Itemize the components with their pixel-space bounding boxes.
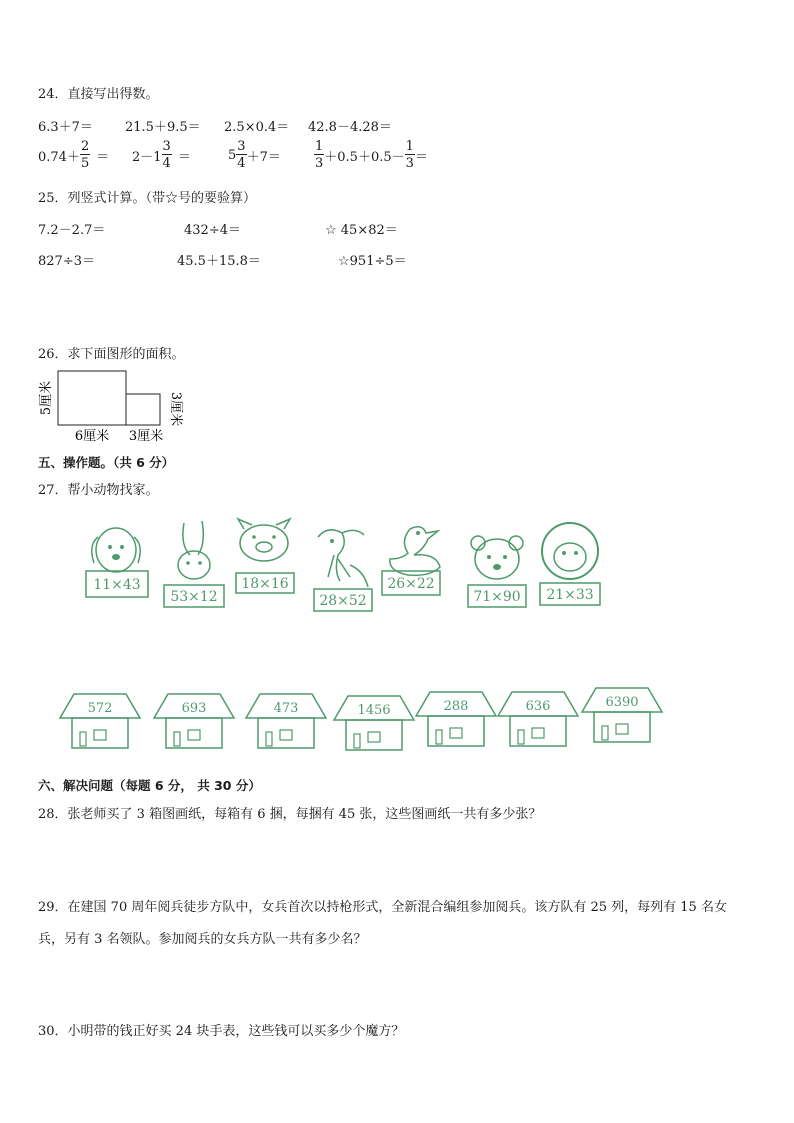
q24-frac-pre-3: 5: [228, 147, 237, 163]
q28-text: 28．张老师买了 3 箱图画纸，每箱有 6 捆，每捆有 45 张，这些图画纸一共有多少张？: [38, 807, 542, 822]
house-icon: [246, 694, 326, 748]
house-number: 288: [443, 699, 469, 714]
monkey-icon: [540, 523, 600, 605]
animal-expr: 71×90: [473, 589, 521, 605]
label-width-small: 3厘米: [128, 429, 164, 444]
q25-expr-4: 827÷3＝: [38, 254, 95, 269]
q25-expr-2: 432÷4＝: [184, 223, 241, 238]
q24-expr-1: 6.3＋7＝: [38, 120, 93, 135]
animal-expr: 26×22: [387, 576, 435, 592]
q24-expr-4: 42.8－4.28＝: [308, 120, 392, 135]
label-height-big: 5厘米: [39, 380, 54, 416]
house-number: 6390: [605, 695, 639, 710]
q24-expr-2: 21.5＋9.5＝: [125, 120, 201, 135]
dog-icon: [86, 528, 148, 597]
house-number: 636: [525, 699, 551, 714]
q24-frac-post-3: ＋7＝: [246, 149, 281, 165]
section6-title: 六、解决问题（每题 6 分， 共 30 分）: [38, 778, 261, 793]
rabbit-icon: [164, 521, 224, 607]
house-number: 572: [87, 701, 113, 716]
q25-expr-5: 45.5＋15.8＝: [177, 254, 261, 269]
q29-line-1: 29．在建国 70 周年阅兵徒步方队中，女兵首次以持枪形式，全新混合编组参加阅兵。该方队有 25 列，每列有 15 名女: [38, 900, 727, 915]
big-rectangle: [58, 371, 126, 425]
q25-title: 25．列竖式计算。（带☆号的要验算）: [38, 191, 257, 206]
house-icon: [498, 692, 578, 746]
q25-expr-1: 7.2－2.7＝: [38, 223, 106, 238]
house-number: 1456: [357, 703, 391, 718]
goat-icon: [314, 530, 372, 611]
animal-expr: 53×12: [170, 589, 218, 605]
q30-text: 30．小明带的钱正好买 24 块手表，这些钱可以买多少个魔方？: [38, 1024, 405, 1039]
q25-expr-6: ☆951÷5＝: [338, 254, 407, 269]
houses-row: [56, 682, 666, 752]
animal-expr: 21×33: [546, 587, 594, 603]
animal-expr: 28×52: [319, 593, 367, 609]
house-icon: [60, 694, 140, 748]
fraction: $\frac{2}{5}$: [80, 139, 90, 171]
house-number: 693: [181, 701, 207, 716]
q24-expr-3: 2.5×0.4＝: [224, 120, 290, 135]
section5-title: 五、操作题。（共 6 分）: [38, 455, 175, 470]
area-figure: [36, 366, 196, 446]
house-number: 473: [273, 701, 299, 716]
q24-frac-post-4: ＝: [414, 149, 428, 165]
q24-frac-pre-1: 0.74＋: [38, 149, 80, 165]
animal-expr: 11×43: [93, 577, 141, 593]
q24-title: 24．直接写出得数。: [38, 87, 159, 102]
bear-icon: [468, 536, 526, 607]
q24-frac-expr-4: [314, 140, 428, 170]
animal-expr: 18×16: [241, 576, 289, 592]
duck-icon: [382, 527, 440, 595]
fraction: $\frac{3}{4}$: [162, 139, 171, 171]
fraction: $\frac{1}{3}$: [405, 139, 414, 171]
label-width-big: 6厘米: [74, 429, 110, 444]
q27-title: 27．帮小动物找家。: [38, 483, 159, 498]
q24-frac-post-1: ＝: [96, 149, 110, 165]
house-icon: [334, 696, 414, 750]
animals-row: [60, 515, 620, 625]
pig-icon: [236, 519, 294, 593]
q26-title: 26．求下面图形的面积。: [38, 347, 185, 362]
small-square: [126, 394, 160, 425]
q29-line-2: 兵，另有 3 名领队。参加阅兵的女兵方队一共有多少名？: [38, 932, 367, 947]
house-icon: [154, 694, 234, 748]
q24-frac-mid-4: ＋0.5＋0.5－: [324, 149, 405, 165]
q24-frac-expr-1: [38, 140, 109, 170]
q24-frac-expr-2: [132, 140, 191, 170]
fraction: $\frac{3}{4}$: [237, 139, 246, 171]
q24-frac-expr-3: [228, 140, 281, 170]
fraction: $\frac{1}{3}$: [315, 139, 324, 171]
q24-frac-post-2: ＝: [177, 149, 191, 165]
house-icon: [416, 692, 496, 746]
q24-frac-pre-2: 2－1: [132, 149, 162, 165]
house-icon: [582, 688, 662, 742]
q25-expr-3: ☆ 45×82＝: [325, 223, 398, 238]
label-height-small: 3厘米: [168, 391, 183, 427]
